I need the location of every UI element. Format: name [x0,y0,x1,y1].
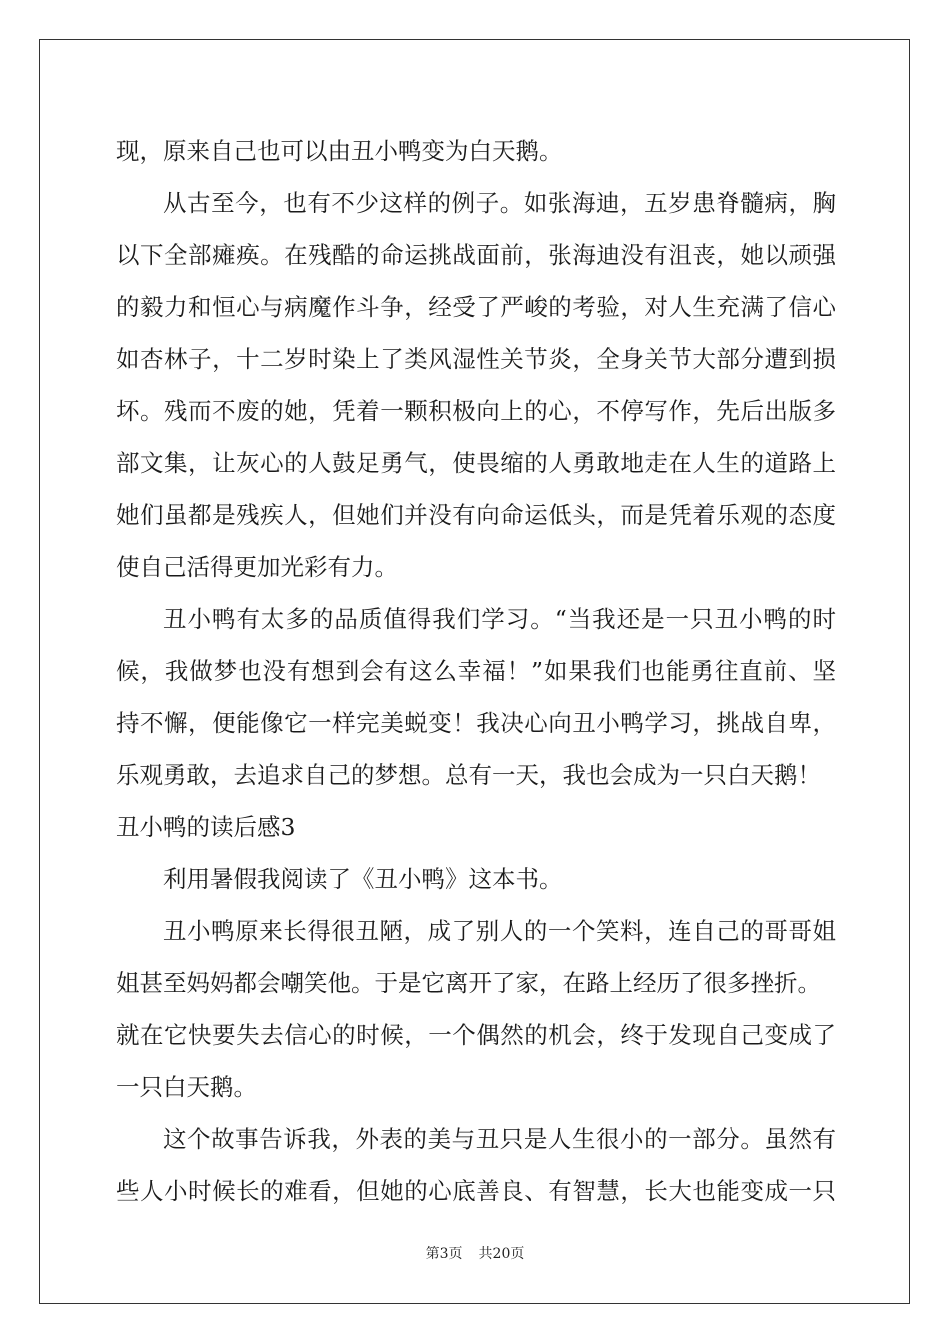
text-line: 持不懈，便能像它一样完美蜕变！我决心向丑小鸭学习，挑战自卑， [116,709,836,737]
text-line: 姐甚至妈妈都会嘲笑他。于是它离开了家，在路上经历了很多挫折。 [116,969,821,997]
text-line: 丑小鸭原来长得很丑陋，成了别人的一个笑料，连自己的哥哥姐 [163,917,836,945]
text-line: 她们虽都是残疾人，但她们并没有向命运低头，而是凭着乐观的态度 [116,501,836,529]
text-line: 的毅力和恒心与病魔作斗争，经受了严峻的考验，对人生充满了信心 [116,293,836,321]
text-line: 部文集，让灰心的人鼓足勇气，使畏缩的人勇敢地走在人生的道路上 [116,449,836,477]
text-line: 一只白天鹅。 [116,1073,257,1101]
page-total: 共20页 [478,1246,525,1262]
text-line: 候，我做梦也没有想到会有这么幸福！”如果我们也能勇往直前、坚 [116,657,836,685]
text-line: 些人小时候长的难看，但她的心底善良、有智慧，长大也能变成一只 [116,1177,836,1205]
text-line: 丑小鸭的读后感3 [116,813,296,841]
text-line: 以下全部瘫痪。在残酷的命运挑战面前，张海迪没有沮丧，她以顽强 [116,241,836,269]
text-line: 就在它快要失去信心的时候，一个偶然的机会，终于发现自己变成了 [116,1021,836,1049]
text-line: 从古至今，也有不少这样的例子。如张海迪，五岁患脊髓病，胸 [163,189,836,217]
page-footer [0,1243,950,1263]
text-line: 丑小鸭有太多的品质值得我们学习。“当我还是一只丑小鸭的时 [163,605,836,633]
page-number: 第3页 [425,1246,463,1262]
document-body [116,125,836,1217]
text-line: 这个故事告诉我，外表的美与丑只是人生很小的一部分。虽然有 [163,1125,836,1153]
text-line: 使自己活得更加光彩有力。 [116,553,398,581]
text-line: 现，原来自己也可以由丑小鸭变为白天鹅。 [116,137,563,165]
text-line: 乐观勇敢，去追求自己的梦想。总有一天，我也会成为一只白天鹅！ [116,761,821,789]
text-line: 如杏林子，十二岁时染上了类风湿性关节炎，全身关节大部分遭到损 [116,345,836,373]
text-line: 利用暑假我阅读了《丑小鸭》这本书。 [163,865,563,893]
text-line: 坏。残而不废的她，凭着一颗积极向上的心，不停写作，先后出版多 [116,397,836,425]
